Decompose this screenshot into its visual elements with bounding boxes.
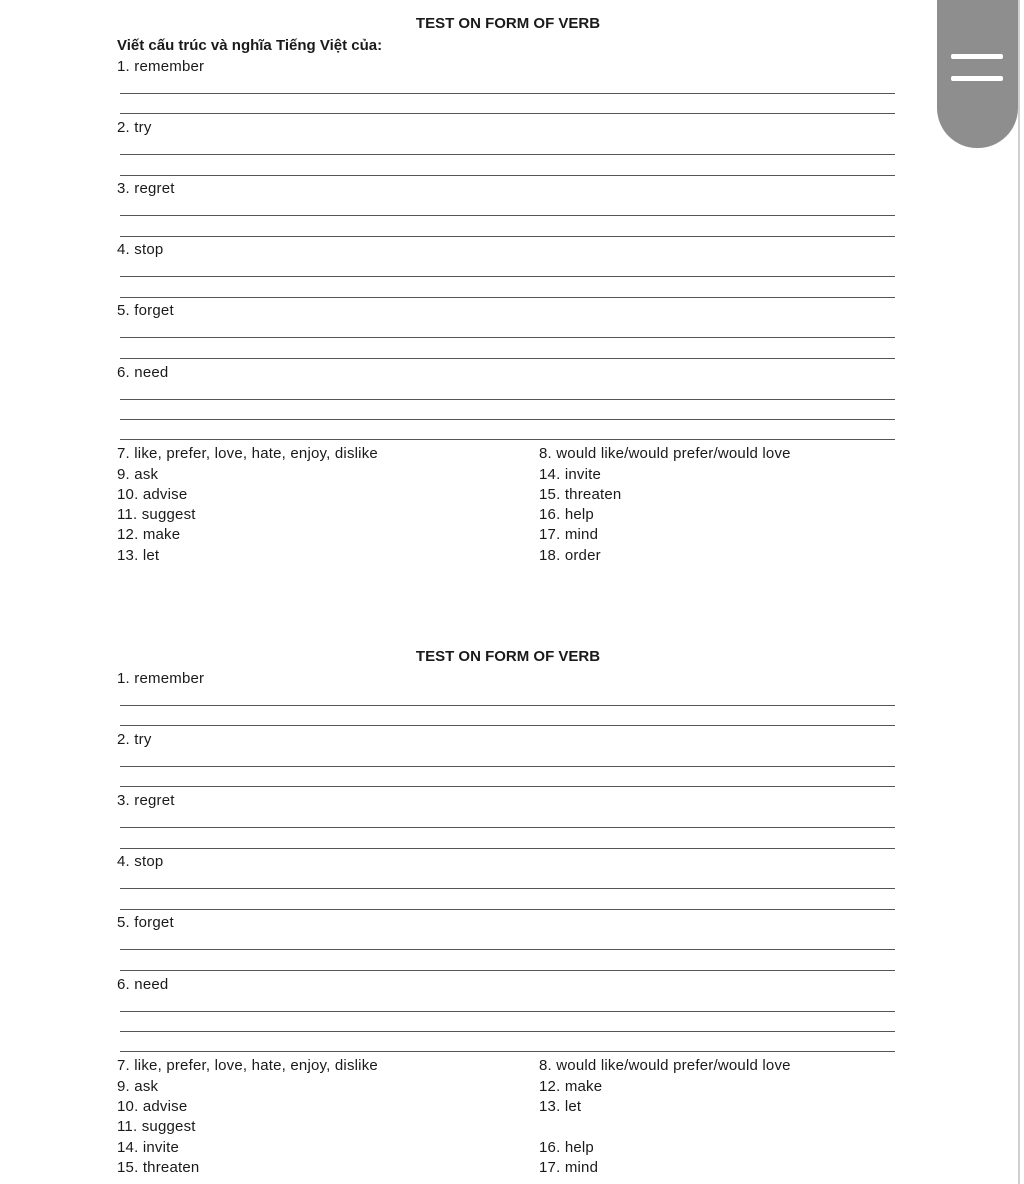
- s2-list-left-item: 11. suggest: [117, 1118, 196, 1135]
- s1-list-left-item: 9. ask: [117, 466, 159, 483]
- answer-line: [120, 419, 895, 420]
- answer-line: [120, 827, 895, 828]
- s2-list-right-item: 17. mind: [539, 1159, 599, 1176]
- answer-line: [120, 113, 895, 114]
- s2-list-right-item: 12. make: [539, 1078, 603, 1095]
- s2-item-try: 2. try: [117, 731, 152, 748]
- s2-item-regret: 3. regret: [117, 792, 175, 809]
- s2-list-left-item: 9. ask: [117, 1078, 159, 1095]
- answer-line: [120, 1011, 895, 1012]
- s2-list-right-item: 16. help: [539, 1139, 594, 1156]
- instruction-text: Viết cấu trúc và nghĩa Tiếng Việt của:: [117, 37, 383, 54]
- s1-list-right-item: 17. mind: [539, 526, 599, 543]
- answer-line: [120, 909, 895, 910]
- page-edge-divider: [1018, 0, 1020, 1184]
- scroll-handle[interactable]: [937, 0, 1018, 148]
- answer-line: [120, 848, 895, 849]
- section-2-title: TEST ON FORM OF VERB: [415, 648, 601, 665]
- s1-item-stop: 4. stop: [117, 241, 164, 258]
- s1-item-try: 2. try: [117, 119, 152, 136]
- answer-line: [120, 725, 895, 726]
- answer-line: [120, 786, 895, 787]
- answer-line: [120, 276, 895, 277]
- grip-line-icon: [951, 54, 1003, 59]
- s2-list-left-item: 10. advise: [117, 1098, 188, 1115]
- s1-item-forget: 5. forget: [117, 302, 174, 319]
- s2-item-forget: 5. forget: [117, 914, 174, 931]
- answer-line: [120, 766, 895, 767]
- s1-list-left-item: 13. let: [117, 547, 160, 564]
- answer-line: [120, 949, 895, 950]
- s1-list-left-item: 10. advise: [117, 486, 188, 503]
- s1-item-regret: 3. regret: [117, 180, 175, 197]
- answer-line: [120, 399, 895, 400]
- s1-list-left-item: 12. make: [117, 526, 181, 543]
- s1-list-right-item: 18. order: [539, 547, 601, 564]
- s2-item-remember: 1. remember: [117, 670, 205, 687]
- answer-line: [120, 93, 895, 94]
- answer-line: [120, 236, 895, 237]
- s2-list-right-item: 8. would like/would prefer/would love: [539, 1057, 791, 1074]
- s1-list-left-item: 7. like, prefer, love, hate, enjoy, dislike: [117, 445, 378, 462]
- s1-item-remember: 1. remember: [117, 58, 205, 75]
- answer-line: [120, 705, 895, 706]
- answer-line: [120, 337, 895, 338]
- answer-line: [120, 215, 895, 216]
- s2-list-left-item: 14. invite: [117, 1139, 180, 1156]
- s1-list-right-item: 8. would like/would prefer/would love: [539, 445, 791, 462]
- section-1-title: TEST ON FORM OF VERB: [415, 15, 601, 32]
- s2-list-left-item: 7. like, prefer, love, hate, enjoy, dislike: [117, 1057, 378, 1074]
- s1-list-right-item: 14. invite: [539, 466, 602, 483]
- s2-list-right-item: 13. let: [539, 1098, 582, 1115]
- s1-list-right-item: 16. help: [539, 506, 594, 523]
- s1-item-need: 6. need: [117, 364, 169, 381]
- answer-line: [120, 154, 895, 155]
- s2-list-left-item: 15. threaten: [117, 1159, 200, 1176]
- s1-list-left-item: 11. suggest: [117, 506, 196, 523]
- answer-line: [120, 1051, 895, 1052]
- answer-line: [120, 439, 895, 440]
- answer-line: [120, 297, 895, 298]
- s2-item-stop: 4. stop: [117, 853, 164, 870]
- grip-line-icon: [951, 76, 1003, 81]
- answer-line: [120, 175, 895, 176]
- answer-line: [120, 970, 895, 971]
- s1-list-right-item: 15. threaten: [539, 486, 622, 503]
- answer-line: [120, 1031, 895, 1032]
- s2-item-need: 6. need: [117, 976, 169, 993]
- answer-line: [120, 358, 895, 359]
- answer-line: [120, 888, 895, 889]
